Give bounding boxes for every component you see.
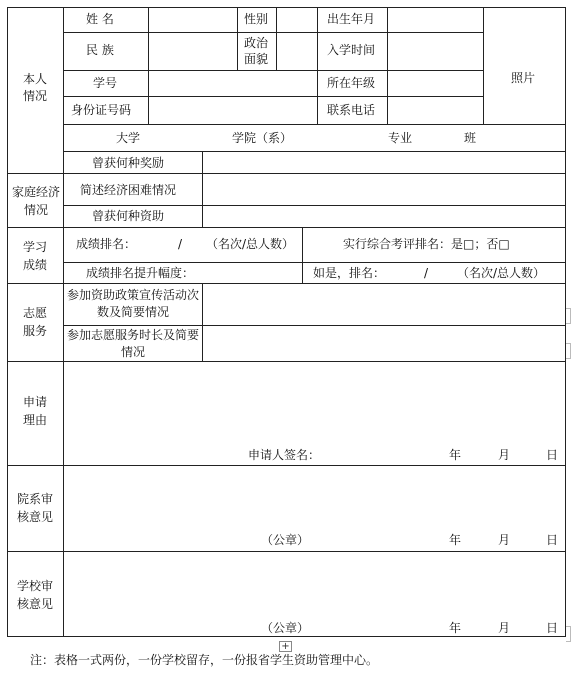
label-ethnicity: 民 族 [86, 43, 114, 57]
label-grade: 所在年级 [327, 76, 376, 90]
table-add-row-handle[interactable]: + [279, 641, 292, 652]
school-year: 年 [449, 621, 462, 635]
label-comprehensive: 实行综合考评排名：是□；否□ [343, 237, 510, 251]
label-name: 姓 名 [86, 12, 114, 26]
label-photo: 照片 [511, 71, 536, 85]
section-family: 家庭经济情况 [12, 185, 61, 217]
label-policy: 参加资助政策宣传活动次数及简要情况 [66, 288, 199, 319]
label-class: 班 [464, 131, 477, 145]
label-major: 专业 [388, 131, 413, 145]
row-resize-mark [566, 308, 571, 324]
school-month: 月 [498, 621, 511, 635]
label-id-number: 身份证号码 [71, 103, 132, 117]
label-university: 大学 [116, 131, 141, 145]
dept-day: 日 [546, 533, 559, 547]
reason-month: 月 [498, 448, 511, 462]
label-political: 政治面貌 [243, 36, 268, 66]
label-improve: 成绩排名提升幅度： [86, 266, 195, 280]
if-yes-slash: / [424, 266, 429, 280]
row-resize-mark [566, 626, 571, 642]
label-college: 学院（系） [232, 131, 293, 145]
school-day: 日 [546, 621, 559, 635]
reason-day: 日 [546, 448, 559, 462]
label-difficulty: 简述经济困难情况 [80, 183, 177, 197]
label-enroll: 入学时间 [327, 43, 376, 57]
label-hours: 参加志愿服务时长及简要情况 [66, 328, 199, 359]
dept-seal: （公章） [261, 533, 310, 547]
rank-unit: （名次/总人数） [206, 237, 295, 251]
if-yes-unit: （名次/总人数） [457, 266, 546, 280]
dept-year: 年 [449, 533, 462, 547]
row-resize-mark [566, 343, 571, 359]
dept-month: 月 [498, 533, 511, 547]
section-reason: 申请理由 [22, 395, 47, 427]
section-dept: 院系审核意见 [16, 492, 53, 524]
label-birth: 出生年月 [327, 12, 376, 26]
label-awards: 曾获何种奖励 [92, 156, 165, 170]
label-student-id: 学号 [93, 76, 118, 90]
section-study: 学习成绩 [22, 240, 47, 272]
section-volunteer: 志愿服务 [22, 306, 47, 338]
label-gender: 性别 [244, 12, 269, 26]
reason-year: 年 [449, 448, 462, 462]
label-if-yes: 如是，排名： [313, 266, 386, 280]
label-aid: 曾获何种资助 [92, 209, 165, 223]
section-personal: 本人情况 [22, 72, 47, 103]
label-rank: 成绩排名： [76, 237, 137, 251]
school-seal: （公章） [261, 621, 310, 635]
section-school: 学校审核意见 [16, 579, 53, 611]
rank-slash: / [178, 237, 183, 251]
label-phone: 联系电话 [327, 103, 376, 117]
label-signature: 申请人签名： [248, 448, 321, 462]
footnote: 注：表格一式两份，一份学校留存，一份报省学生资助管理中心。 [30, 653, 379, 667]
